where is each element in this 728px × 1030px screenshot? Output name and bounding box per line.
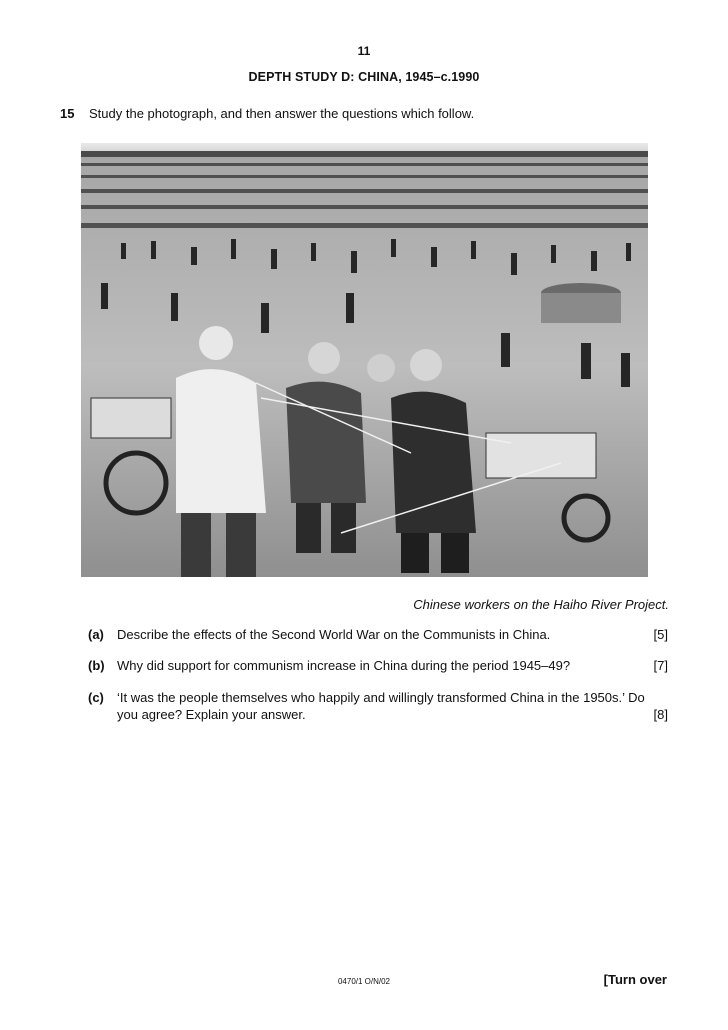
footer-code: 0470/1 O/N/02: [337, 977, 391, 986]
part-marks: [5]: [653, 627, 668, 642]
part-text: Why did support for communism increase in China during the period 1945–49?: [117, 658, 571, 673]
part-marks: [8]: [653, 707, 668, 722]
question-intro: Study the photograph, and then answer the questions which follow.: [89, 106, 475, 121]
question-part-b: [88, 657, 668, 674]
photo-caption: Chinese workers on the Haiho River Project.: [413, 597, 669, 612]
turn-over: [Turn over: [603, 972, 667, 987]
page-number: 11: [357, 44, 371, 58]
photograph: [81, 143, 648, 577]
question-number: 15: [60, 106, 75, 121]
part-text-line2: you agree? Explain your answer.: [117, 707, 306, 722]
question-part-c: [88, 689, 668, 723]
part-label: (b): [88, 658, 105, 673]
part-label: (c): [88, 690, 104, 705]
part-label: (a): [88, 627, 104, 642]
section-title: DEPTH STUDY D: CHINA, 1945–c.1990: [248, 70, 480, 84]
question-part-a: [88, 626, 668, 643]
part-text-line1: ‘It was the people themselves who happily and willingly transformed China in the 1950s.’ Do: [117, 690, 645, 705]
part-marks: [7]: [653, 658, 668, 673]
photograph-image: [81, 143, 648, 577]
part-text: Describe the effects of the Second World War on the Communists in China.: [117, 627, 551, 642]
